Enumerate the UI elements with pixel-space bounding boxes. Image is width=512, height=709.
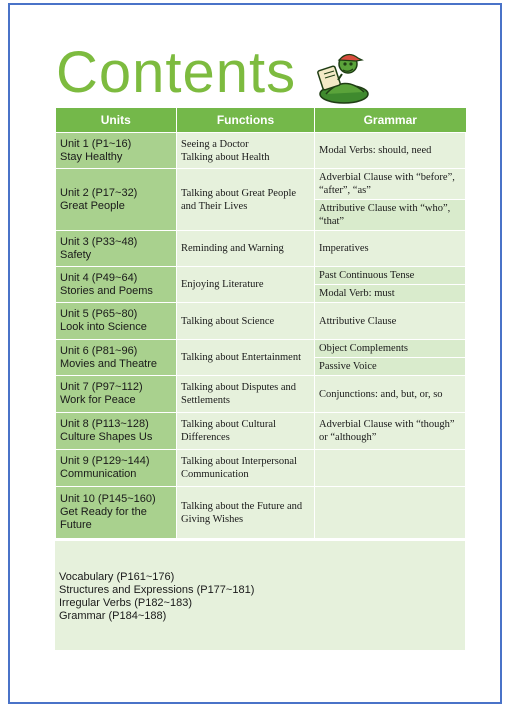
functions-cell: Reminding and Warning bbox=[177, 231, 315, 267]
unit-cell: Unit 2 (P17~32) Great People bbox=[56, 169, 177, 231]
grammar-cell: Modal Verb: must bbox=[315, 285, 466, 303]
table-row bbox=[56, 413, 466, 450]
grammar-cell: Adverbial Clause with “before”, “after”, “as” bbox=[315, 169, 466, 200]
grammar-cell bbox=[315, 487, 466, 539]
table-row bbox=[56, 169, 466, 200]
grammar-cell: Imperatives bbox=[315, 231, 466, 267]
header-units: Units bbox=[56, 108, 177, 133]
table-row bbox=[56, 487, 466, 539]
functions-cell: Talking about the Future and Giving Wishes bbox=[177, 487, 315, 539]
appendix-item: Irregular Verbs (P182~183) bbox=[59, 597, 192, 609]
unit-cell: Unit 1 (P1~16) Stay Healthy bbox=[56, 133, 177, 169]
grammar-cell: Attributive Clause bbox=[315, 303, 466, 340]
appendix-item: Structures and Expressions (P177~181) bbox=[59, 584, 255, 596]
table-row bbox=[56, 450, 466, 487]
header-functions: Functions bbox=[177, 108, 315, 133]
functions-cell: Talking about Science bbox=[177, 303, 315, 340]
grammar-cell: Object Complements bbox=[315, 340, 466, 358]
unit-cell: Unit 3 (P33~48) Safety bbox=[56, 231, 177, 267]
contents-table bbox=[55, 108, 466, 539]
unit-cell: Unit 8 (P113~128) Culture Shapes Us bbox=[56, 413, 177, 450]
functions-cell: Seeing a Doctor Talking about Health bbox=[177, 133, 315, 169]
appendix-item: Grammar (P184~188) bbox=[59, 610, 167, 622]
appendix-section bbox=[55, 541, 465, 650]
table-row bbox=[56, 376, 466, 413]
table-row bbox=[56, 231, 466, 267]
appendix-item: Vocabulary (P161~176) bbox=[59, 571, 175, 583]
unit-cell: Unit 7 (P97~112) Work for Peace bbox=[56, 376, 177, 413]
table-row bbox=[56, 133, 466, 169]
table-row bbox=[56, 267, 466, 285]
table-row bbox=[56, 340, 466, 358]
table-row bbox=[56, 303, 466, 340]
grammar-cell: Modal Verbs: should, need bbox=[315, 133, 466, 169]
functions-cell: Talking about Great People and Their Lives bbox=[177, 169, 315, 231]
unit-cell: Unit 5 (P65~80) Look into Science bbox=[56, 303, 177, 340]
functions-cell: Talking about Disputes and Settlements bbox=[177, 376, 315, 413]
functions-cell: Talking about Entertainment bbox=[177, 340, 315, 376]
functions-cell: Talking about Interpersonal Communication bbox=[177, 450, 315, 487]
header-grammar: Grammar bbox=[315, 108, 466, 133]
grammar-cell: Past Continuous Tense bbox=[315, 267, 466, 285]
grammar-cell: Attributive Clause with “who”, “that” bbox=[315, 200, 466, 231]
unit-cell: Unit 6 (P81~96) Movies and Theatre bbox=[56, 340, 177, 376]
unit-cell: Unit 9 (P129~144) Communication bbox=[56, 450, 177, 487]
functions-cell: Talking about Cultural Differences bbox=[177, 413, 315, 450]
grammar-cell: Adverbial Clause with “though” or “although” bbox=[315, 413, 466, 450]
functions-cell: Enjoying Literature bbox=[177, 267, 315, 303]
turtle-reading-icon bbox=[312, 46, 372, 106]
grammar-cell: Passive Voice bbox=[315, 358, 466, 376]
unit-cell: Unit 4 (P49~64) Stories and Poems bbox=[56, 267, 177, 303]
grammar-cell bbox=[315, 450, 466, 487]
unit-cell: Unit 10 (P145~160) Get Ready for the Future bbox=[56, 487, 177, 539]
grammar-cell: Conjunctions: and, but, or, so bbox=[315, 376, 466, 413]
table-header-row bbox=[56, 108, 466, 133]
page-title: Contents bbox=[56, 40, 297, 105]
